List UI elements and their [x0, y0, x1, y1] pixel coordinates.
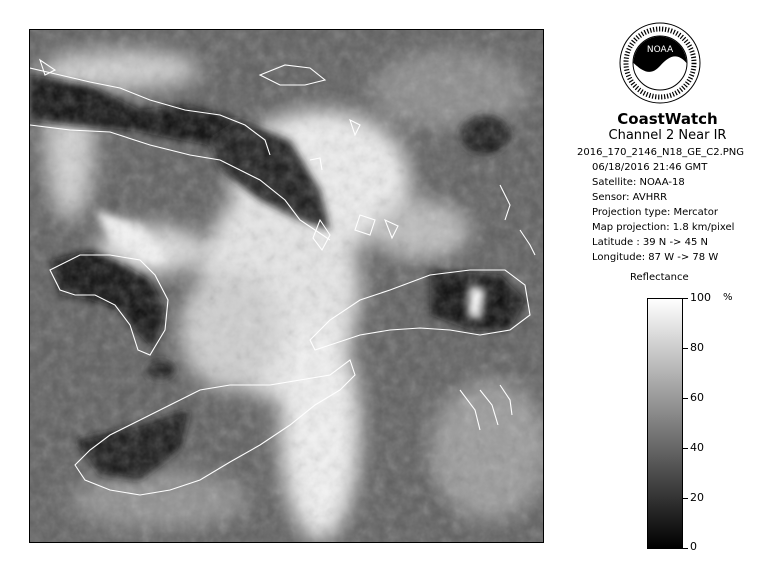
datetime-text: 06/18/2016 21:46 GMT — [592, 162, 708, 173]
colorbar-tick-label: 60 — [690, 391, 704, 404]
colorbar-tick — [683, 448, 688, 449]
colorbar-tick — [683, 398, 688, 399]
metadata-block — [577, 145, 745, 265]
colorbar-tick — [683, 298, 688, 299]
projection-type-text: Projection type: Mercator — [592, 207, 718, 218]
colorbar-tick — [683, 498, 688, 499]
colorbar-tick-label: 20 — [690, 491, 704, 504]
logo-text: NOAA — [646, 45, 674, 55]
satellite-image — [29, 29, 544, 543]
colorbar-tick-label: 100 — [690, 291, 711, 304]
filename-text: 2016_170_2146_N18_GE_C2.PNG — [577, 147, 745, 158]
legend-title: Reflectance — [630, 272, 689, 283]
legend-unit: % — [723, 292, 733, 303]
noaa-logo — [619, 22, 701, 104]
page-title: CoastWatch — [617, 110, 718, 128]
colorbar-tick — [683, 548, 688, 549]
sensor-text: Sensor: AVHRR — [592, 192, 668, 203]
satellite-text: Satellite: NOAA-18 — [592, 177, 685, 188]
noaa-logo-icon — [619, 22, 701, 104]
colorbar-tick-label: 0 — [690, 540, 697, 553]
longitude-text: Longitude: 87 W -> 78 W — [592, 252, 719, 263]
latitude-text: Latitude : 39 N -> 45 N — [592, 237, 708, 248]
colorbar-tick-label: 80 — [690, 341, 704, 354]
reflectance-colorbar — [647, 298, 683, 549]
satellite-image-svg — [30, 30, 544, 543]
colorbar-tick-label: 40 — [690, 441, 704, 454]
map-projection-text: Map projection: 1.8 km/pixel — [592, 222, 735, 233]
colorbar-tick — [683, 348, 688, 349]
channel-subtitle: Channel 2 Near IR — [608, 128, 727, 143]
